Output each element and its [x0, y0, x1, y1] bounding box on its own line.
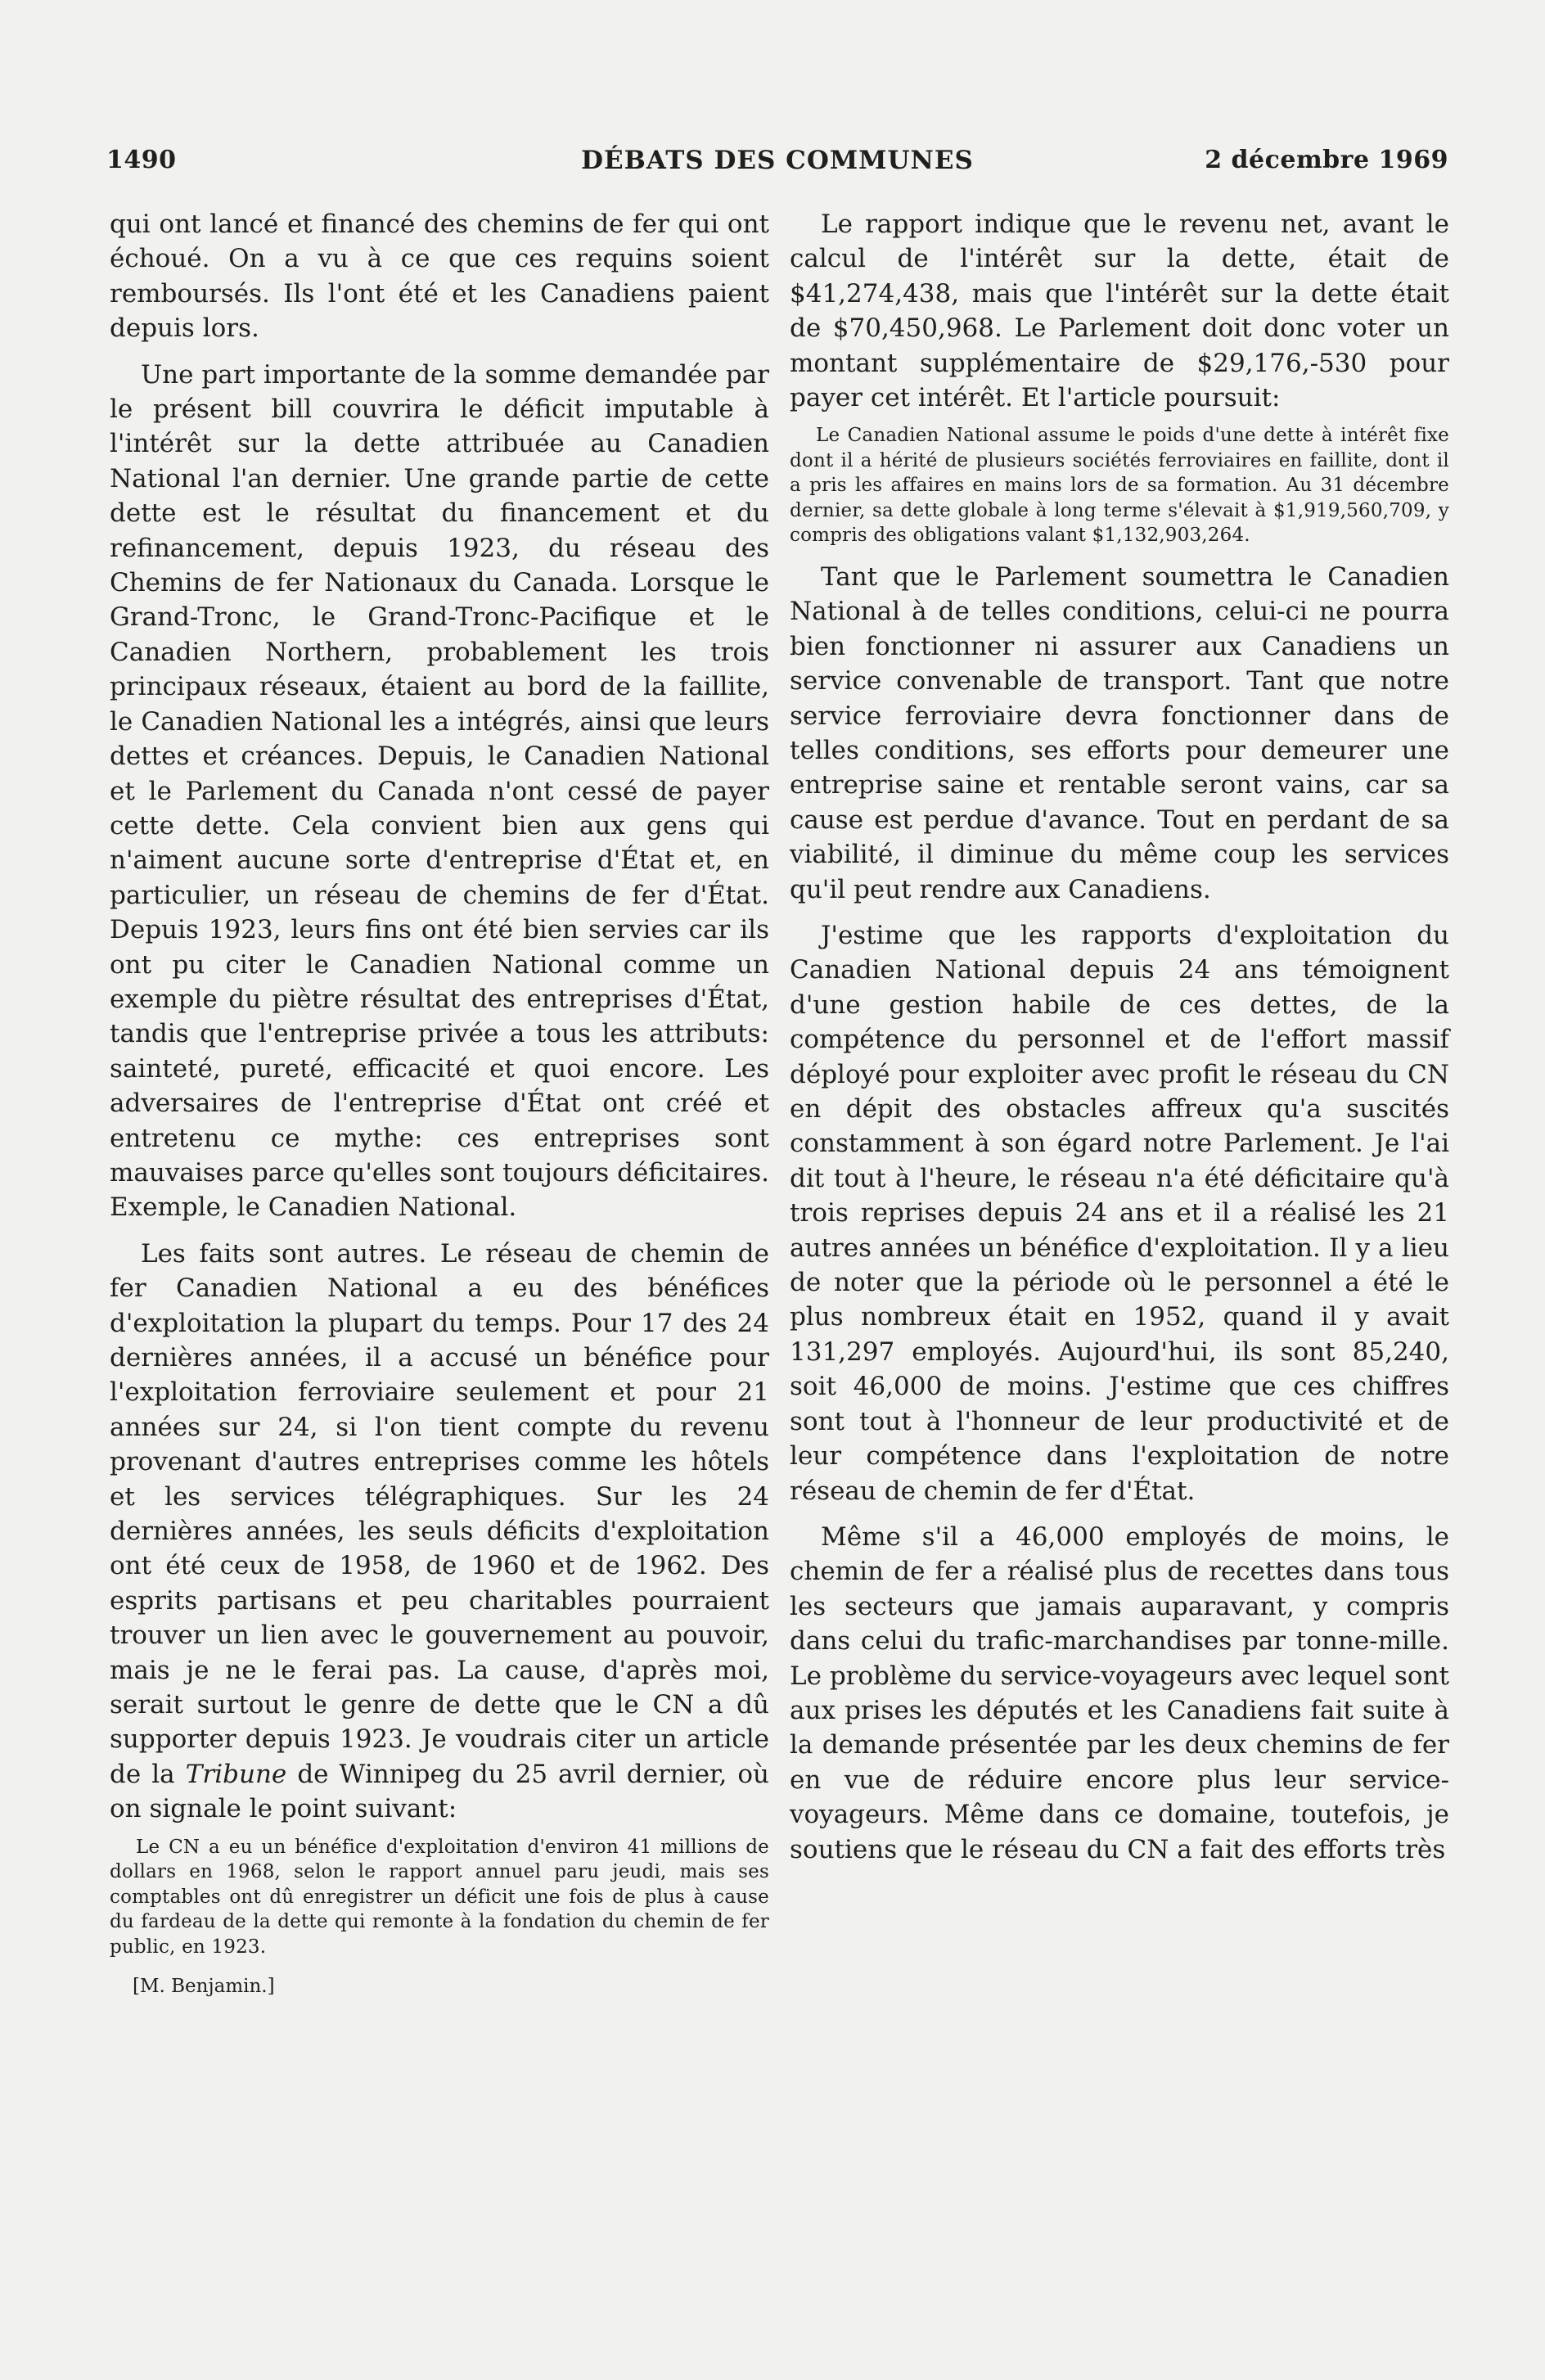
paragraph: J'estime que les rapports d'exploitation du Canadien National depuis 24 ans témoignent d'une gestion habile de ces dettes, de la compétence du personnel et de l'effort massif déployé pour exploiter avec profit le réseau du CN en dépit des obstacles affreux qu'a suscités constamment à son égard notre Parlement. Je l'ai dit tout à l'heure, le réseau n'a été déficitaire qu'à trois reprises depuis 24 ans et il a réalisé les 21 autres années un bénéfice d'exploitation. Il y a lieu de noter que la période où le personnel a été le plus nombreux était en 1952, quand il y avait 131,297 employés. Aujourd'hui, ils sont 85,240, soit 46,000 de moins. J'estime que ces chiffres sont tout à l'honneur de leur productivité et de leur compétence dans l'exploitation de notre réseau de chemin de fer d'État.	[790, 921, 1449, 1506]
speaker-attribution: [M. Benjamin.]	[133, 1976, 275, 1998]
quote-text: Le CN a eu un bénéfice d'exploitation d'environ 41 millions de dollars en 1968, selon le rapport annuel paru jeudi, mais ses comptables ont dû enregistrer un déficit une fois de plus à cause du fardeau de la dette qui remonte à la fondation du chemin de fer public, en 1923.	[110, 1836, 769, 1958]
paragraph	[110, 1237, 769, 1827]
left-column	[110, 207, 769, 2004]
block-quote	[790, 423, 1449, 548]
paragraph: qui ont lancé et financé des chemins de fer qui ont échoué. On a vu à ce que ces requins soient remboursés. Ils l'ont été et les Canadiens paient depuis lors.	[110, 210, 769, 344]
block-quote	[110, 1835, 769, 1960]
paragraph: Le rapport indique que le revenu net, avant le calcul de l'intérêt sur la dette, était de $41,274,438, mais que l'intérêt sur la dette était de $70,450,968. Le Parlement doit donc voter un montant supplémentaire de $29,176,-530 pour payer cet intérêt. Et l'article poursuit:	[790, 210, 1449, 413]
paragraph: Même s'il a 46,000 employés de moins, le chemin de fer a réalisé plus de recettes dans tous les secteurs que jamais auparavant, y compris dans celui du trafic-marchandises par tonne-mille. Le problème du service-voyageurs avec lequel sont aux prises les députés et les Canadiens fait suite à la demande présentée par les deux chemins de fer en vue de réduire encore plus leur service-voyageurs. Même dans ce domaine, toutefois, je soutiens que le réseau du CN a fait des efforts très	[790, 1521, 1449, 1864]
right-column	[790, 207, 1449, 1867]
publication-title: DÉBATS DES COMMUNES	[581, 146, 974, 175]
page-header	[106, 137, 1448, 178]
paragraph-text: Les faits sont autres. Le réseau de chemin de fer Canadien National a eu des bénéfices d'exploitation la plupart du temps. Pour 17 des 24 dernières années, il a accusé un bénéfice pour l'exploitation ferroviaire seulement et pour 21 années sur 24, si l'on tient compte du revenu provenant d'autres entreprises comme les hôtels et les services télégraphiques. Sur les 24 dernières années, les seuls déficits d'exploitation ont été ceux de 1958, de 1960 et de 1962. Des esprits partisans et peu charitables pourraient trouver un lien avec le gouvernement au pouvoir, mais je ne le ferai pas. La cause, d'après moi, serait surtout le genre de dette que le CN a dû supporter depuis 1923. Je voudrais citer un article de la	[110, 1238, 769, 1789]
newspaper-name: Tribune	[185, 1759, 287, 1789]
paragraph: Tant que le Parlement soumettra le Canadien National à de telles conditions, celui-ci ne pourra bien fonctionner ni assurer aux Canadiens un service convenable de transport. Tant que notre service ferroviaire devra fonctionner dans de telles conditions, ses efforts pour demeurer une entreprise saine et rentable seront vains, car sa cause est perdue d'avance. Tout en perdant de sa viabilité, il diminue du même coup les services qu'il peut rendre aux Canadiens.	[790, 561, 1449, 904]
publication-date: 2 décembre 1969	[1205, 146, 1448, 174]
paragraph-text: de Winnipeg du 25 avril dernier, où on signale le point suivant:	[110, 1759, 769, 1824]
page-number: 1490	[106, 146, 177, 174]
quote-text: Le Canadien National assume le poids d'une dette à intérêt fixe dont il a hérité de plusieurs sociétés ferroviaires en faillite, dont il a pris les affaires en mains lors de sa formation. Au 31 décembre dernier, sa dette globale à long terme s'élevait à $1,919,560,709, y compris des obligations valant $1,132,903,264.	[790, 425, 1449, 547]
paragraph: Une part importante de la somme demandée par le présent bill couvrira le déficit imputable à l'intérêt sur la dette attribuée au Canadien National l'an dernier. Une grande partie de cette dette est le résultat du financement et du refinancement, depuis 1923, du réseau des Chemins de fer Nationaux du Canada. Lorsque le Grand-Tronc, le Grand-Tronc-Pacifique et le Canadien Northern, probablement les trois principaux réseaux, étaient au bord de la faillite, le Canadien National les a intégrés, ainsi que leurs dettes et créances. Depuis, le Canadien National et le Parlement du Canada n'ont cessé de payer cette dette. Cela convient bien aux gens qui n'aiment aucune sorte d'entreprise d'État et, en particulier, un réseau de chemins de fer d'État. Depuis 1923, leurs fins ont été bien servies car ils ont pu citer le Canadien National comme un exemple du piètre résultat des entreprises d'État, tandis que l'entreprise privée a tous les attributs: sainteté, pureté, efficacité et quoi encore. Les adversaires de l'entreprise d'État ont créé et entretenu ce mythe: ces entreprises sont mauvaises parce qu'elles sont toujours déficitaires. Exemple, le Canadien National.	[110, 359, 769, 1223]
